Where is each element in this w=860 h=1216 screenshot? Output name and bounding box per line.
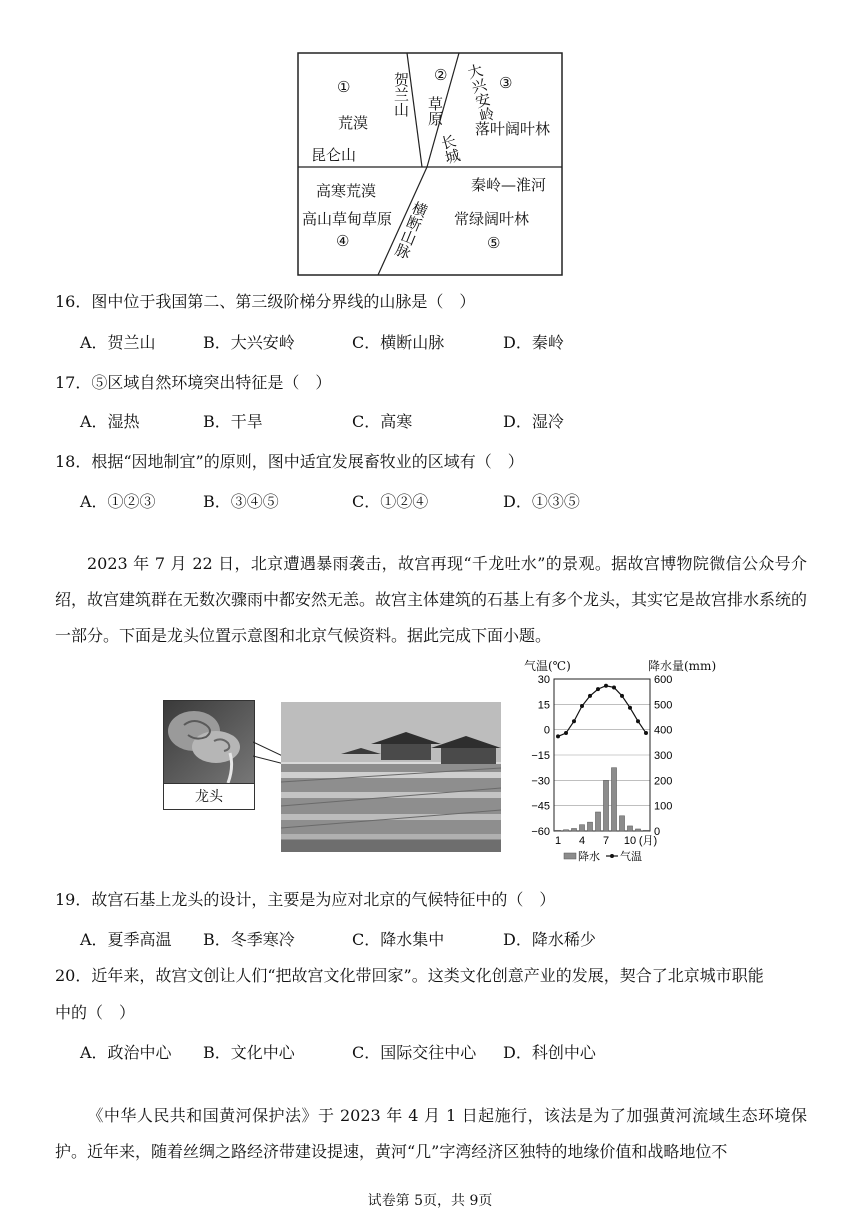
question-18: 18．根据“因地制宜”的原则，图中适宜发展畜牧业的区域有（ ） <box>55 452 524 471</box>
question-17: 17．⑤区域自然环境突出特征是（ ） <box>55 373 332 392</box>
temperature-point <box>628 706 632 710</box>
legend-precip-label: 降水 <box>578 850 600 863</box>
q17-option-d: D．湿冷 <box>503 412 564 431</box>
q20-option-a: A．政治中心 <box>80 1043 172 1062</box>
temperature-point <box>556 734 560 738</box>
q20-option-b: B．文化中心 <box>203 1043 295 1062</box>
y-right-label: 降水量(mm) <box>648 659 717 673</box>
passage-forbidden-city-text: 2023 年 7 月 22 日，北京遭遇暴雨袭击，故宫再现“千龙吐水”的景观。据故宫博物院微信公众号介绍，故宫建筑群在无数次骤雨中都安然无恙。故宫主体建筑的石基上有多个龙头，其实它是故宫排水系统的一部分。下面是龙头位置示意图和北京气候资料。据此完成下面小题。 <box>55 554 808 645</box>
precip-bar <box>635 829 640 831</box>
question-19: 19．故宫石基上龙头的设计，主要是为应对北京的气候特征中的（ ） <box>55 890 556 909</box>
precip-bar <box>603 780 608 831</box>
region1-name: 荒漠 <box>338 114 369 132</box>
q16-option-b: B．大兴安岭 <box>203 333 295 352</box>
y-left-tick: −60 <box>531 826 550 838</box>
precip-bar <box>563 830 568 831</box>
q16-option-a: A．贺兰山 <box>80 333 156 352</box>
region5-number: ⑤ <box>487 234 501 252</box>
temperature-line <box>558 686 646 737</box>
precip-bar <box>611 768 616 831</box>
temperature-point <box>572 719 576 723</box>
dragon-head-photo <box>163 700 255 810</box>
region3-name: 落叶阔叶林 <box>475 120 551 138</box>
temperature-point <box>612 685 616 689</box>
y-right-tick: 400 <box>654 724 673 737</box>
kunlun-label: 昆仑山 <box>311 146 357 164</box>
temperature-point <box>644 731 648 735</box>
precip-bar <box>595 812 600 831</box>
temperature-point <box>596 687 600 691</box>
y-left-tick: −30 <box>531 775 550 788</box>
y-right-tick: 600 <box>654 674 673 686</box>
temperature-point <box>604 684 608 688</box>
region1-number: ① <box>337 78 351 96</box>
x-unit: (月) <box>638 835 658 847</box>
region4-line1: 高寒荒漠 <box>316 182 377 200</box>
q20-option-d: D．科创中心 <box>503 1043 596 1062</box>
legend-precip-swatch <box>564 853 576 859</box>
chart-plot <box>520 655 720 867</box>
precip-bar <box>619 816 624 831</box>
question-20: 20．近年来，故宫文创让人们“把故宫文化带回家”。这类文化创意产业的发展，契合了北京城市职能 <box>55 966 764 985</box>
y-left-tick: 0 <box>543 724 550 737</box>
temperature-point <box>580 704 584 708</box>
y-left-tick: −45 <box>531 800 550 813</box>
y-left-tick: 30 <box>537 674 550 686</box>
forbidden-city-image <box>281 702 501 852</box>
temperature-point <box>588 694 592 698</box>
qinling-label: 秦岭—淮河 <box>471 176 547 194</box>
region2-number: ② <box>434 66 448 84</box>
q20-option-c: C．国际交往中心 <box>352 1043 477 1062</box>
hengduan-label: 横断山脉 <box>391 198 431 262</box>
y-right-tick: 100 <box>654 800 673 813</box>
y-left-tick: −15 <box>531 750 550 762</box>
passage-yellow-river <box>55 1098 807 1170</box>
region4-number: ④ <box>336 232 350 250</box>
q16-option-d: D．秦岭 <box>503 333 564 352</box>
q18-option-b: B．③④⑤ <box>203 492 279 511</box>
q17-option-b: B．干旱 <box>203 412 263 431</box>
question-16: 16．图中位于我国第二、第三级阶梯分界线的山脉是（ ） <box>55 292 476 311</box>
y-right-tick: 0 <box>654 826 661 838</box>
precip-bar <box>579 825 584 831</box>
daxinganling-label: 大兴安岭 <box>464 61 497 125</box>
q17-option-c: C．高寒 <box>352 412 413 431</box>
y-right-tick: 300 <box>654 750 673 762</box>
q17-option-a: A．湿热 <box>80 412 140 431</box>
region4-line2: 高山草甸草原 <box>302 210 393 228</box>
dragon-head-caption: 龙头 <box>164 783 254 810</box>
region-map <box>297 52 563 276</box>
q18-option-c: C．①②④ <box>352 492 429 511</box>
forbidden-city-photo <box>281 702 501 852</box>
q18-option-d: D．①③⑤ <box>503 492 580 511</box>
x-tick: 1 <box>554 835 562 847</box>
precip-bar <box>643 830 648 831</box>
legend-temp-label: 气温 <box>620 850 642 863</box>
temperature-point <box>564 731 568 735</box>
precip-bar <box>587 822 592 831</box>
precip-bar <box>555 830 560 831</box>
legend-temp-dot <box>610 854 614 858</box>
x-tick: 7 <box>602 835 610 847</box>
region5-name: 常绿阔叶林 <box>454 210 530 228</box>
q19-option-d: D．降水稀少 <box>503 930 596 949</box>
x-tick: 4 <box>578 835 586 847</box>
climate-chart <box>520 655 720 867</box>
temperature-point <box>636 719 640 723</box>
q19-option-b: B．冬季寒冷 <box>203 930 295 949</box>
y-left-label: 气温(℃) <box>524 659 571 673</box>
q19-option-a: A．夏季高温 <box>80 930 172 949</box>
passage-forbidden-city <box>55 546 807 654</box>
region2-name: 草原 <box>426 96 444 126</box>
question-20-continued: 中的（ ） <box>55 1003 136 1022</box>
precip-bar <box>571 828 576 831</box>
passage-yellow-river-text: 《中华人民共和国黄河保护法》于 2023 年 4 月 1 日起施行，该法是为了加强黄河流域生态环境保护。近年来，随着丝绸之路经济带建设提速，黄河“几”字湾经济区独特的地缘价值和战略地位不 <box>55 1106 807 1161</box>
y-left-tick: 15 <box>537 699 550 712</box>
q19-option-c: C．降水集中 <box>352 930 445 949</box>
dragon-head-image <box>164 701 254 783</box>
page-footer: 试卷第 5页，共 9页 <box>367 1193 493 1209</box>
q18-option-a: A．①②③ <box>80 492 156 511</box>
y-right-tick: 500 <box>654 699 673 712</box>
y-right-tick: 200 <box>654 775 673 788</box>
temperature-point <box>620 694 624 698</box>
helan-label: 贺兰山 <box>392 72 410 117</box>
x-tick: 10 <box>623 835 637 847</box>
q16-option-c: C．横断山脉 <box>352 333 445 352</box>
precip-bar <box>627 826 632 831</box>
region3-number: ③ <box>499 74 513 92</box>
changcheng-label: 长城 <box>437 132 463 166</box>
